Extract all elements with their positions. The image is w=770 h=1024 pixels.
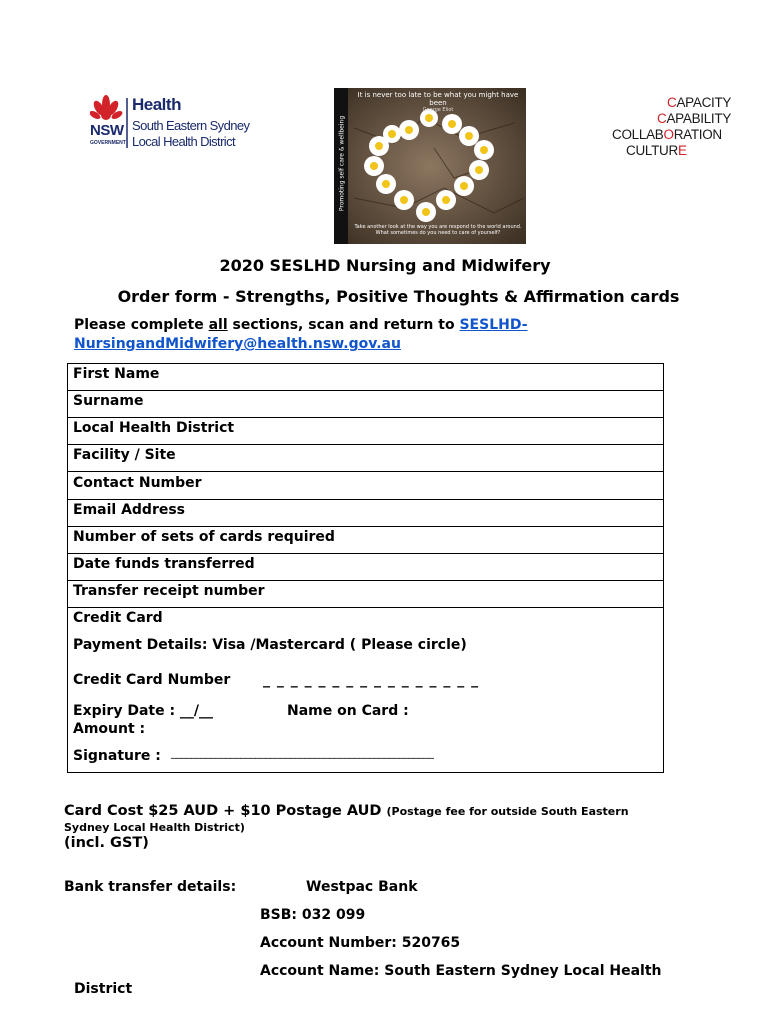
nsw-health-logo	[90, 88, 250, 152]
signature-label: Signature :	[73, 748, 161, 764]
email-link-part1[interactable]: SESLHD-	[459, 317, 528, 333]
instructions-prefix: Please complete	[74, 317, 209, 333]
gst-note: (incl. GST)	[64, 835, 149, 851]
cover-quote: It is never too late to be what you might have been	[357, 91, 519, 107]
collab-b: RATION	[673, 127, 722, 142]
capacity-line: CAPACITY	[667, 95, 732, 110]
culture-a: CULTUR	[626, 143, 678, 158]
collaboration-line	[612, 127, 731, 143]
cc-number-label: Credit Card Number	[73, 672, 231, 688]
capacity-capability-logo	[612, 95, 731, 159]
expiry-date-field[interactable]: Expiry Date : __/__	[73, 703, 214, 719]
page-subtitle: Order form - Strengths, Positive Thoughts & Affirmation cards	[117, 287, 680, 306]
payment-details-label[interactable]: Payment Details: Visa /Mastercard ( Please circle)	[73, 637, 467, 653]
field-transfer-receipt-number[interactable]: Transfer receipt number	[68, 581, 663, 608]
field-contact-number[interactable]: Contact Number	[68, 473, 663, 500]
signature-line[interactable]: _____________________________________________________	[171, 746, 434, 759]
cover-author: George Eliot	[422, 107, 454, 113]
capability-rest: APABILITY	[666, 111, 732, 126]
collab-o: O	[663, 127, 674, 142]
page-title: 2020 SESLHD Nursing and Midwifery	[219, 256, 551, 275]
nsw-label: NSW	[90, 122, 124, 139]
district-line1: South Eastern Sydney	[132, 118, 250, 133]
cover-bottom-text: Take another look at the way you are respond to the world around. What sometimes do you need to care of yourself?	[354, 224, 522, 236]
name-on-card-field[interactable]: Name on Card :	[287, 703, 409, 719]
capability-line: CAPABILITY	[657, 111, 732, 126]
instructions	[74, 316, 674, 354]
postage-note-2: Sydney Local Health District)	[64, 821, 245, 834]
order-form-table	[67, 363, 664, 773]
field-facility-site[interactable]: Facility / Site	[68, 445, 663, 472]
card-cover-image	[334, 88, 526, 244]
field-email-address[interactable]: Email Address	[68, 500, 663, 527]
account-number: Account Number: 520765	[260, 935, 461, 951]
culture-e: E	[677, 143, 687, 158]
postage-note: (Postage fee for outside South Eastern	[386, 805, 629, 818]
field-local-health-district[interactable]: Local Health District	[68, 418, 663, 445]
account-name-district: District	[74, 981, 133, 997]
capacity-rest: APACITY	[676, 95, 732, 110]
culture-line	[612, 143, 731, 159]
email-link-part2[interactable]: NursingandMidwifery@health.nsw.gov.au	[74, 336, 401, 352]
instructions-middle: sections, scan and return to	[227, 317, 460, 333]
bank-transfer-label: Bank transfer details:	[64, 879, 237, 895]
collab-a: COLLAB	[612, 127, 664, 142]
bsb: BSB: 032 099	[260, 907, 366, 923]
cc-number-input[interactable]: _ _ _ _ _ _ _ _ _ _ _ _ _ _ _ _	[263, 672, 480, 688]
account-name: Account Name: South Eastern Sydney Local Health	[260, 963, 662, 979]
field-surname[interactable]: Surname	[68, 391, 663, 418]
instructions-all: all	[208, 317, 228, 333]
field-number-of-sets[interactable]: Number of sets of cards required	[68, 527, 663, 554]
health-label: Health	[132, 95, 181, 114]
bank-name: Westpac Bank	[306, 879, 418, 895]
district-line2: Local Health District	[132, 134, 235, 149]
card-cost	[64, 803, 629, 819]
government-label: GOVERNMENT	[90, 140, 126, 146]
amount-field[interactable]: Amount :	[73, 721, 146, 737]
credit-card-label: Credit Card	[73, 610, 163, 626]
field-first-name[interactable]: First Name	[68, 364, 663, 391]
card-cost-text: Card Cost $25 AUD + $10 Postage AUD	[64, 803, 382, 819]
cover-side-text: Promoting self care & wellbeing	[338, 115, 346, 212]
credit-card-section	[68, 609, 663, 773]
field-date-funds-transferred[interactable]: Date funds transferred	[68, 554, 663, 581]
